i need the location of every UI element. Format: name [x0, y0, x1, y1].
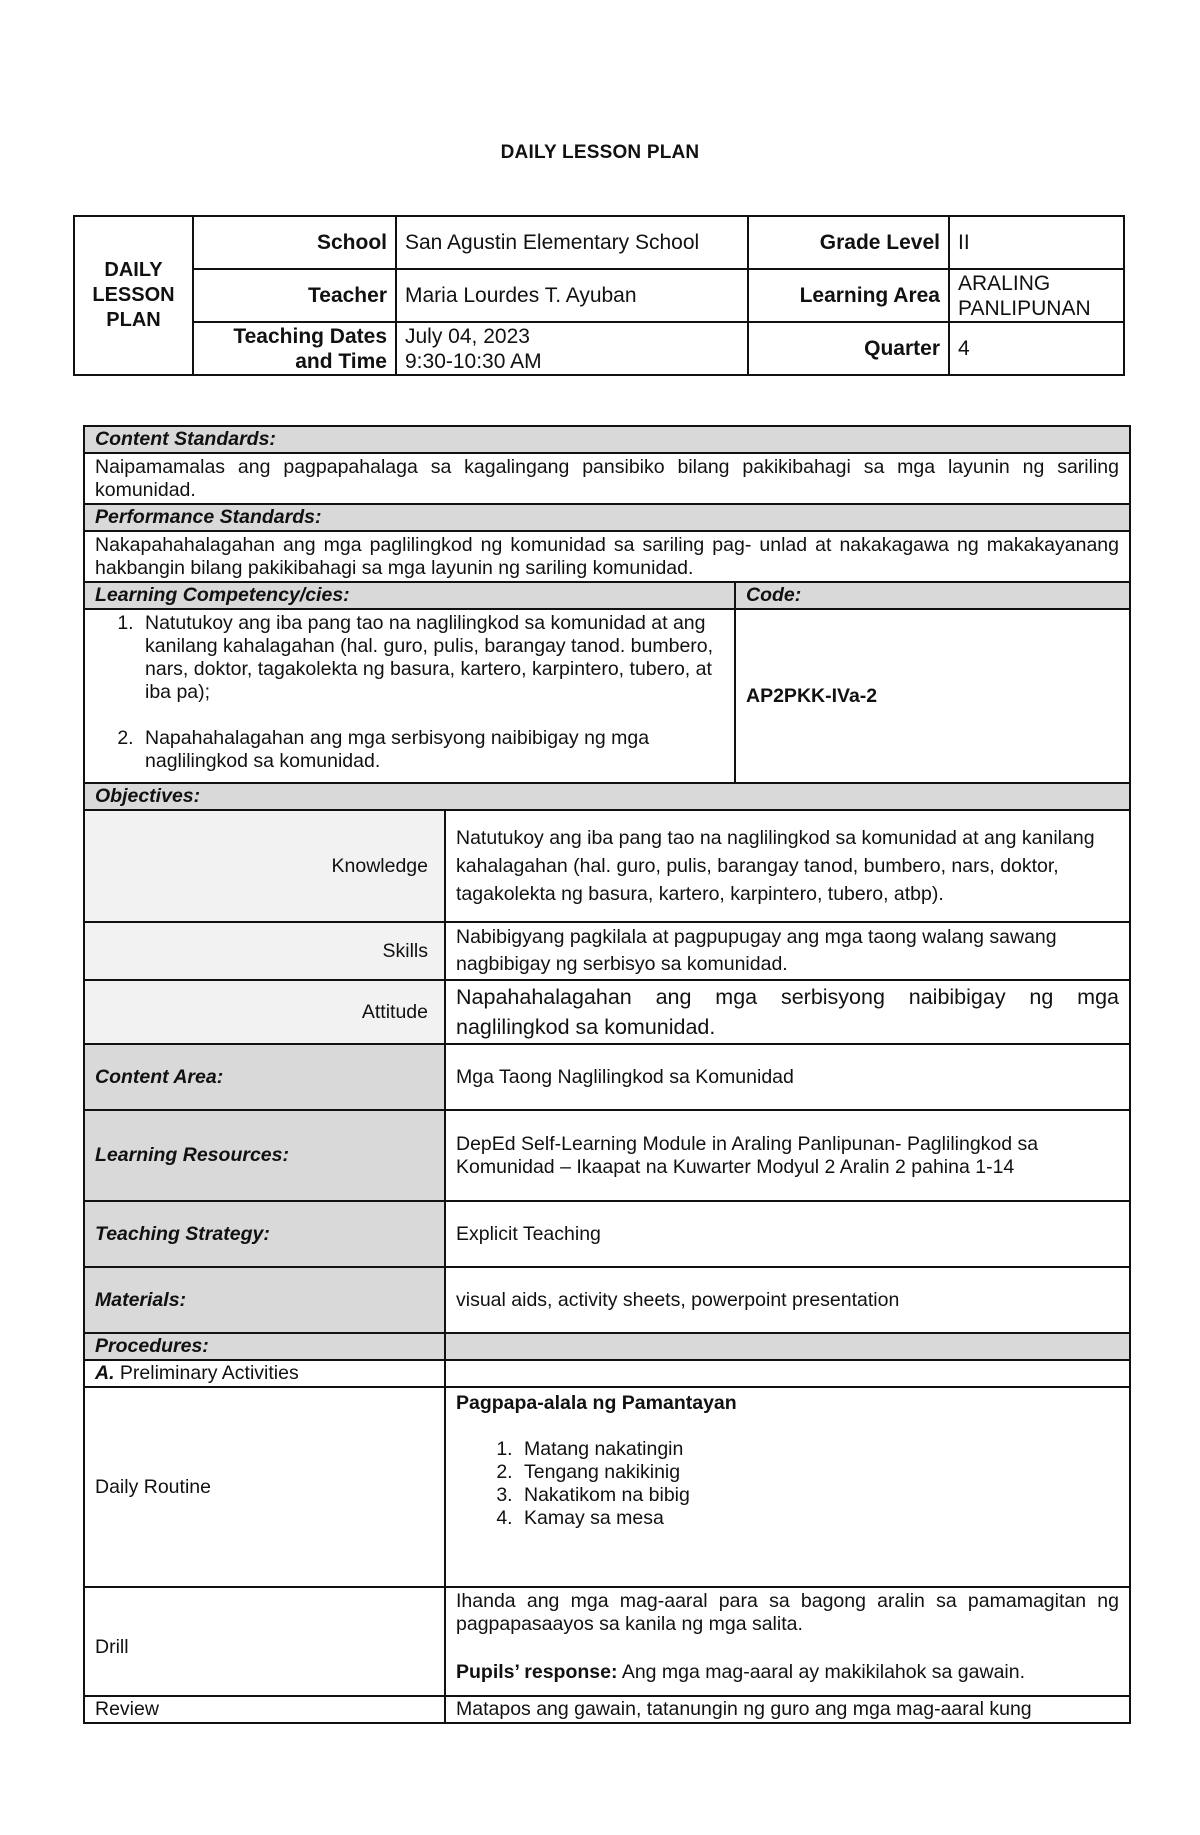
- performance-standards-label: Performance Standards:: [84, 504, 1130, 531]
- drill-text: Ihanda ang mga mag-aaral para sa bagong aralin sa pamamagitan ng pagpapasaayos sa kanila ng mga salita.: [456, 1590, 1119, 1635]
- competency-code: AP2PKK-IVa-2: [735, 609, 1130, 783]
- learning-area-label: Learning Area: [748, 269, 949, 322]
- learning-area-value: ARALING PANLIPUNAN: [949, 269, 1124, 322]
- quarter-value: 4: [949, 322, 1124, 375]
- attitude-label: Attitude: [84, 980, 445, 1044]
- routine-item-4: 4. Kamay sa mesa: [518, 1507, 1119, 1530]
- competencies-list: [95, 612, 724, 773]
- code-label: Code:: [735, 582, 1130, 609]
- preliminary-activities-cell: [84, 1360, 445, 1387]
- teaching-dates-label: [193, 322, 396, 375]
- competencies-list-cell: [84, 609, 735, 783]
- knowledge-text: Natutukoy ang iba pang tao na naglilingkod sa komunidad at ang kanilang kahalagahan (hal. guro, pulis, barangay tanod, bumbero, nars, doktor, tagakolekta ng basura, kartero, karpintero, tubero, atbp).: [445, 810, 1130, 922]
- lesson-plan-table: [83, 425, 1131, 1724]
- school-value: San Agustin Elementary School: [396, 216, 748, 269]
- daily-routine-heading: Pagpapa-alala ng Pamantayan: [456, 1392, 737, 1414]
- learning-resources-value: DepEd Self-Learning Module in Araling Panlipunan- Paglilingkod sa Komunidad – Ikaapat na Kuwarter Modyul 2 Aralin 2 pahina 1-14: [445, 1110, 1130, 1201]
- teacher-label: Teacher: [193, 269, 396, 322]
- preliminary-label: Preliminary Activities: [119, 1362, 299, 1384]
- grade-level-label: Grade Level: [748, 216, 949, 269]
- attitude-text: Napahahalagahan ang mga serbisyong naibibigay ng mga naglilingkod sa komunidad.: [445, 980, 1130, 1044]
- header-side-label: [74, 216, 193, 375]
- quarter-label: Quarter: [748, 322, 949, 375]
- routine-item-3: 3. Nakatikom na bibig: [518, 1484, 1119, 1507]
- knowledge-label: Knowledge: [84, 810, 445, 922]
- grade-level-value: II: [949, 216, 1124, 269]
- preliminary-letter: A.: [95, 1362, 115, 1384]
- materials-value: visual aids, activity sheets, powerpoint presentation: [445, 1267, 1130, 1333]
- competency-item-2: 2. Napahahalagahan ang mga serbisyong naibibigay ng mga naglilingkod sa komunidad.: [139, 727, 724, 773]
- competencies-label: Learning Competency/cies:: [84, 582, 735, 609]
- teaching-date: July 04, 2023: [405, 324, 530, 348]
- review-text: Matapos ang gawain, tatanungin ng guro ang mga mag-aaral kung: [445, 1696, 1130, 1723]
- teaching-strategy-value: Explicit Teaching: [445, 1201, 1130, 1267]
- routine-item-1: 1. Matang nakatingin: [518, 1438, 1119, 1461]
- side-label-line-3: PLAN: [106, 309, 161, 331]
- drill-response: [456, 1661, 1119, 1684]
- learning-resources-label: Learning Resources:: [84, 1110, 445, 1201]
- drill-cell: [445, 1587, 1130, 1696]
- teaching-strategy-label: Teaching Strategy:: [84, 1201, 445, 1267]
- daily-routine-cell: [445, 1387, 1130, 1587]
- content-area-label: Content Area:: [84, 1044, 445, 1110]
- procedures-label: Procedures:: [84, 1333, 445, 1360]
- teaching-dates-label-line-1: Teaching Dates: [233, 324, 387, 348]
- skills-label: Skills: [84, 922, 445, 980]
- teacher-value: Maria Lourdes T. Ayuban: [396, 269, 748, 322]
- side-label-line-1: DAILY: [104, 259, 163, 281]
- competency-item-1: 1. Natutukoy ang iba pang tao na naglilingkod sa komunidad at ang kanilang kahalagahan (hal. guro, pulis, barangay tanod. bumbero, nars, doktor, tagakolekta ng basura, kartero, karpintero, tubero, at iba pa);: [139, 612, 724, 704]
- school-label: School: [193, 216, 396, 269]
- content-standards-label: Content Standards:: [84, 426, 1130, 453]
- drill-response-label: Pupils’ response:: [456, 1661, 618, 1683]
- header-table: [73, 215, 1125, 376]
- drill-response-text: Ang mga mag-aaral ay makikilahok sa gawain.: [621, 1661, 1026, 1683]
- routine-item-2: 2. Tengang nakikinig: [518, 1461, 1119, 1484]
- side-label-line-2: LESSON: [92, 284, 175, 306]
- drill-label: Drill: [84, 1587, 445, 1696]
- objectives-label: Objectives:: [84, 783, 1130, 810]
- procedures-label-filler: [445, 1333, 1130, 1360]
- content-standards-text: Naipamamalas ang pagpapahalaga sa kagalingang pansibiko bilang pakikibahagi sa mga layunin ng sariling komunidad.: [84, 453, 1130, 504]
- content-area-value: Mga Taong Naglilingkod sa Komunidad: [445, 1044, 1130, 1110]
- daily-routine-list: [456, 1438, 1119, 1530]
- page-title: DAILY LESSON PLAN: [500, 142, 700, 163]
- preliminary-empty: [445, 1360, 1130, 1387]
- teaching-dates-value: [396, 322, 748, 375]
- performance-standards-text: Nakapahahalagahan ang mga paglilingkod ng komunidad sa sariling pag- unlad at nakakagawa ng makakayanang hakbangin bilang pakikibahagi sa mga layunin ng sariling komunidad.: [84, 531, 1130, 582]
- teaching-time: 9:30-10:30 AM: [405, 349, 542, 373]
- review-label: Review: [84, 1696, 445, 1723]
- skills-text: Nabibigyang pagkilala at pagpupugay ang mga taong walang sawang nagbibigay ng serbisyo sa komunidad.: [445, 922, 1130, 980]
- materials-label: Materials:: [84, 1267, 445, 1333]
- daily-routine-label: Daily Routine: [84, 1387, 445, 1587]
- teaching-dates-label-line-2: and Time: [295, 349, 387, 373]
